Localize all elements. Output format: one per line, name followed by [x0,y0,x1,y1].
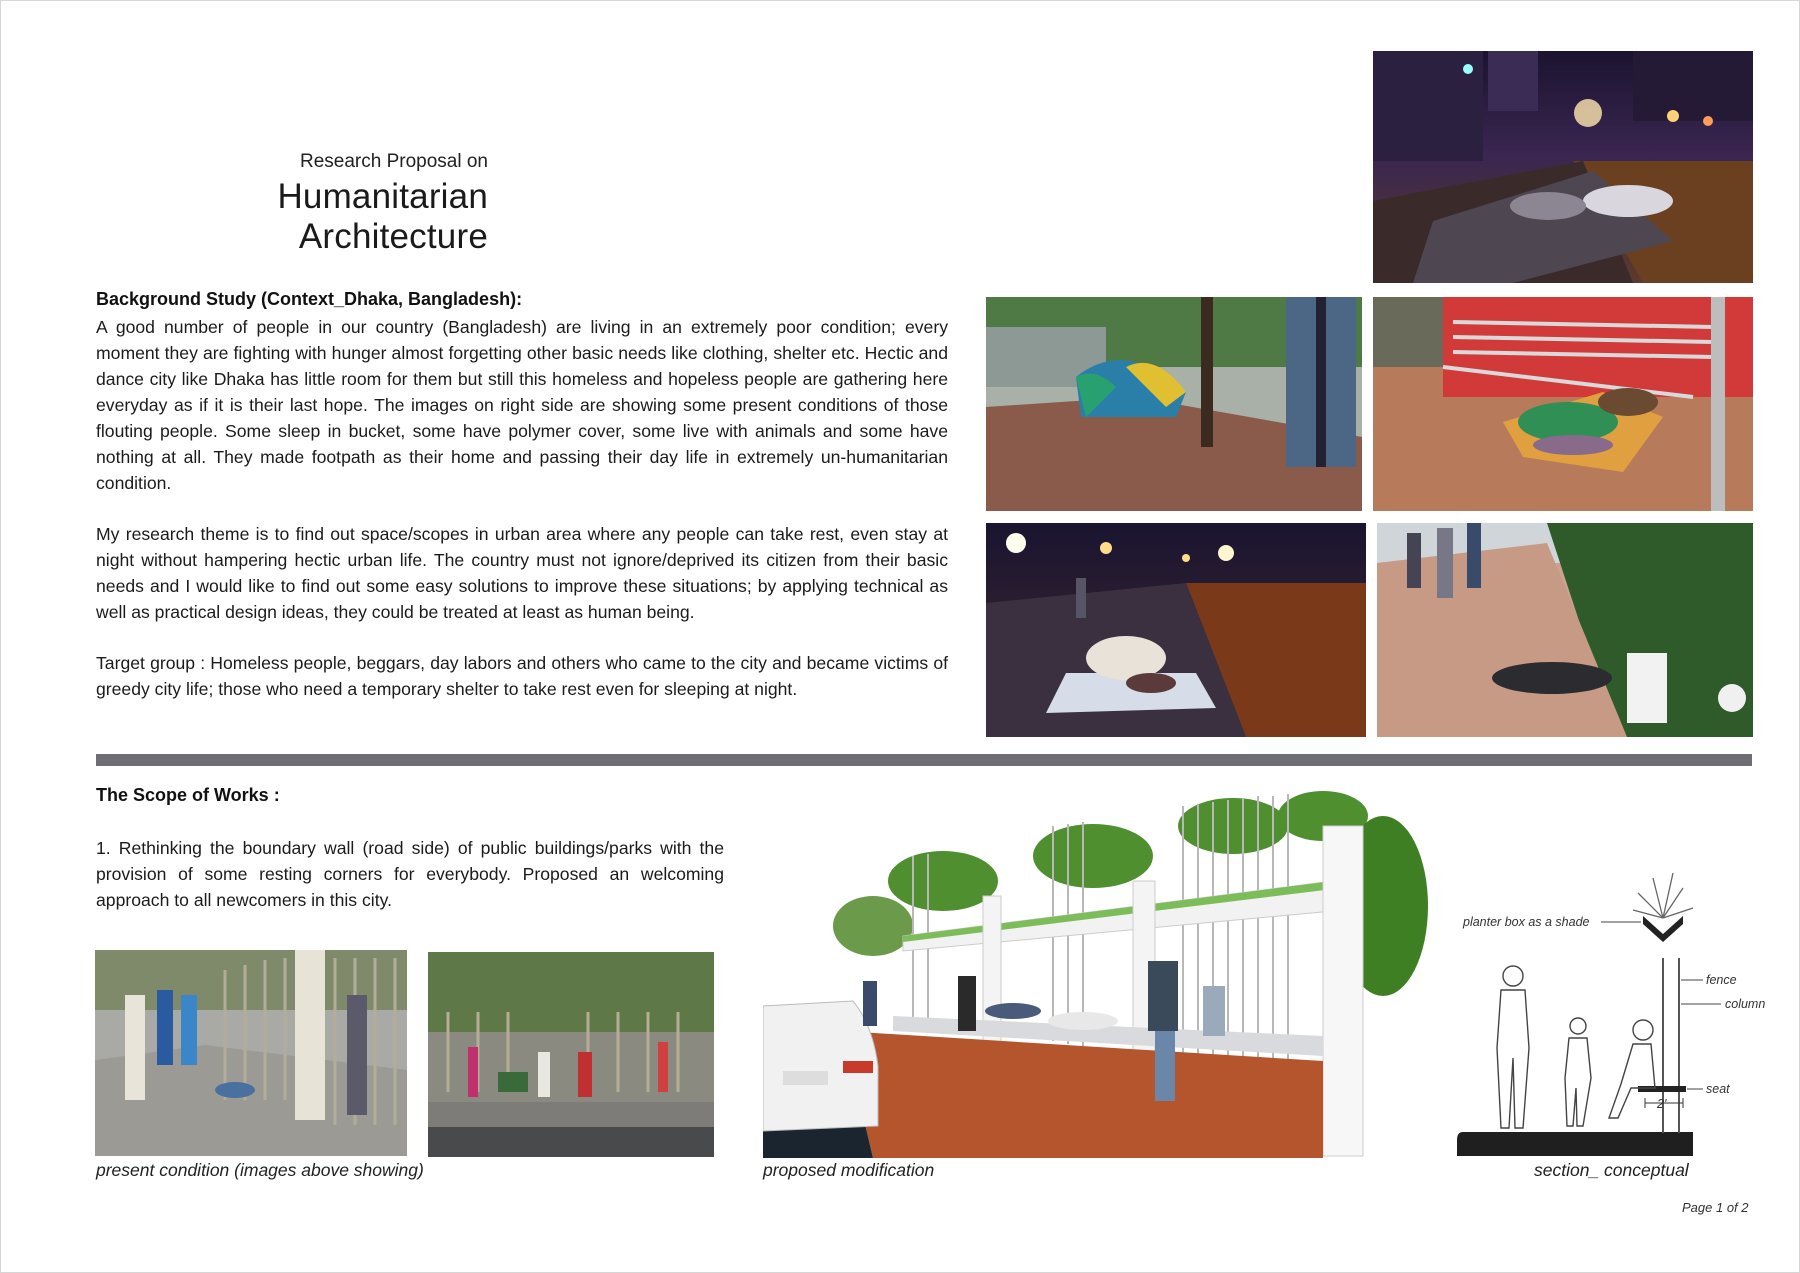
section-label-column: column [1725,997,1766,1011]
page-number: Page 1 of 2 [1682,1200,1749,1215]
photo-night-street [1373,51,1753,283]
photo-park-gathering [428,952,714,1157]
background-paragraph-1: A good number of people in our country (Bangladesh) are living in an extremely poor condition; every moment they are fighting with hunger almost forgetting other basic needs like clothing, shelter etc. Hectic and dance city like Dhaka has little room for them but still this homeless and hopeless people are gathering here everyday as if it is their last hope. The images on right side are showing some present conditions of those flouting people. Some sleep in bucket, some have polymer cover, some live with animals and some have nothing at all. They made footpath as their home and passing their day life in extremely un-humanitarian condition. [96,317,948,493]
section-divider [96,754,1752,766]
scope-heading: The Scope of Works : [96,785,280,805]
section-label-planter: planter box as a shade [1463,915,1590,929]
photo-night-roadside [986,523,1366,737]
section-label-seat: seat [1706,1082,1730,1096]
photo-sleeping-with-dog [1373,297,1753,511]
background-heading: Background Study (Context_Dhaka, Bangladesh): [96,289,523,309]
caption-present-condition: present condition (images above showing) [96,1160,424,1180]
scope-item-1: 1. Rethinking the boundary wall (road side) of public buildings/parks with the provision of some resting corners for everybody. Proposed an welcoming approach to all newcomers in this city. [96,838,724,910]
document-subtitle: Research Proposal on [300,151,488,172]
section-drawing [1383,848,1793,1158]
caption-section: section_ conceptual [1534,1160,1689,1180]
render-proposed-wall [763,786,1453,1158]
photo-footpath-cover [986,297,1362,511]
background-paragraph-3: Target group : Homeless people, beggars, day labors and others who came to the city and became victims of greedy city life; those who need a temporary shelter to take rest even for sleeping at night. [96,653,948,699]
photo-sidewalk-sleeper [1377,523,1753,737]
background-paragraph-2: My research theme is to find out space/scopes in urban area where any people can take rest, even stay at night without hampering hectic urban life. The country must not ignore/deprived its citizen from their basic needs and I would like to find out some easy solutions to improve these situations; by applying technical as well as practical design ideas, they could be treated at least as human being. [96,524,948,622]
section-label-fence: fence [1706,973,1737,987]
section-dimension-label: 2' [1657,1097,1667,1111]
document-title: Humanitarian Architecture [277,177,488,256]
photo-boundary-wall [95,950,407,1156]
caption-proposed-modification: proposed modification [763,1160,935,1180]
